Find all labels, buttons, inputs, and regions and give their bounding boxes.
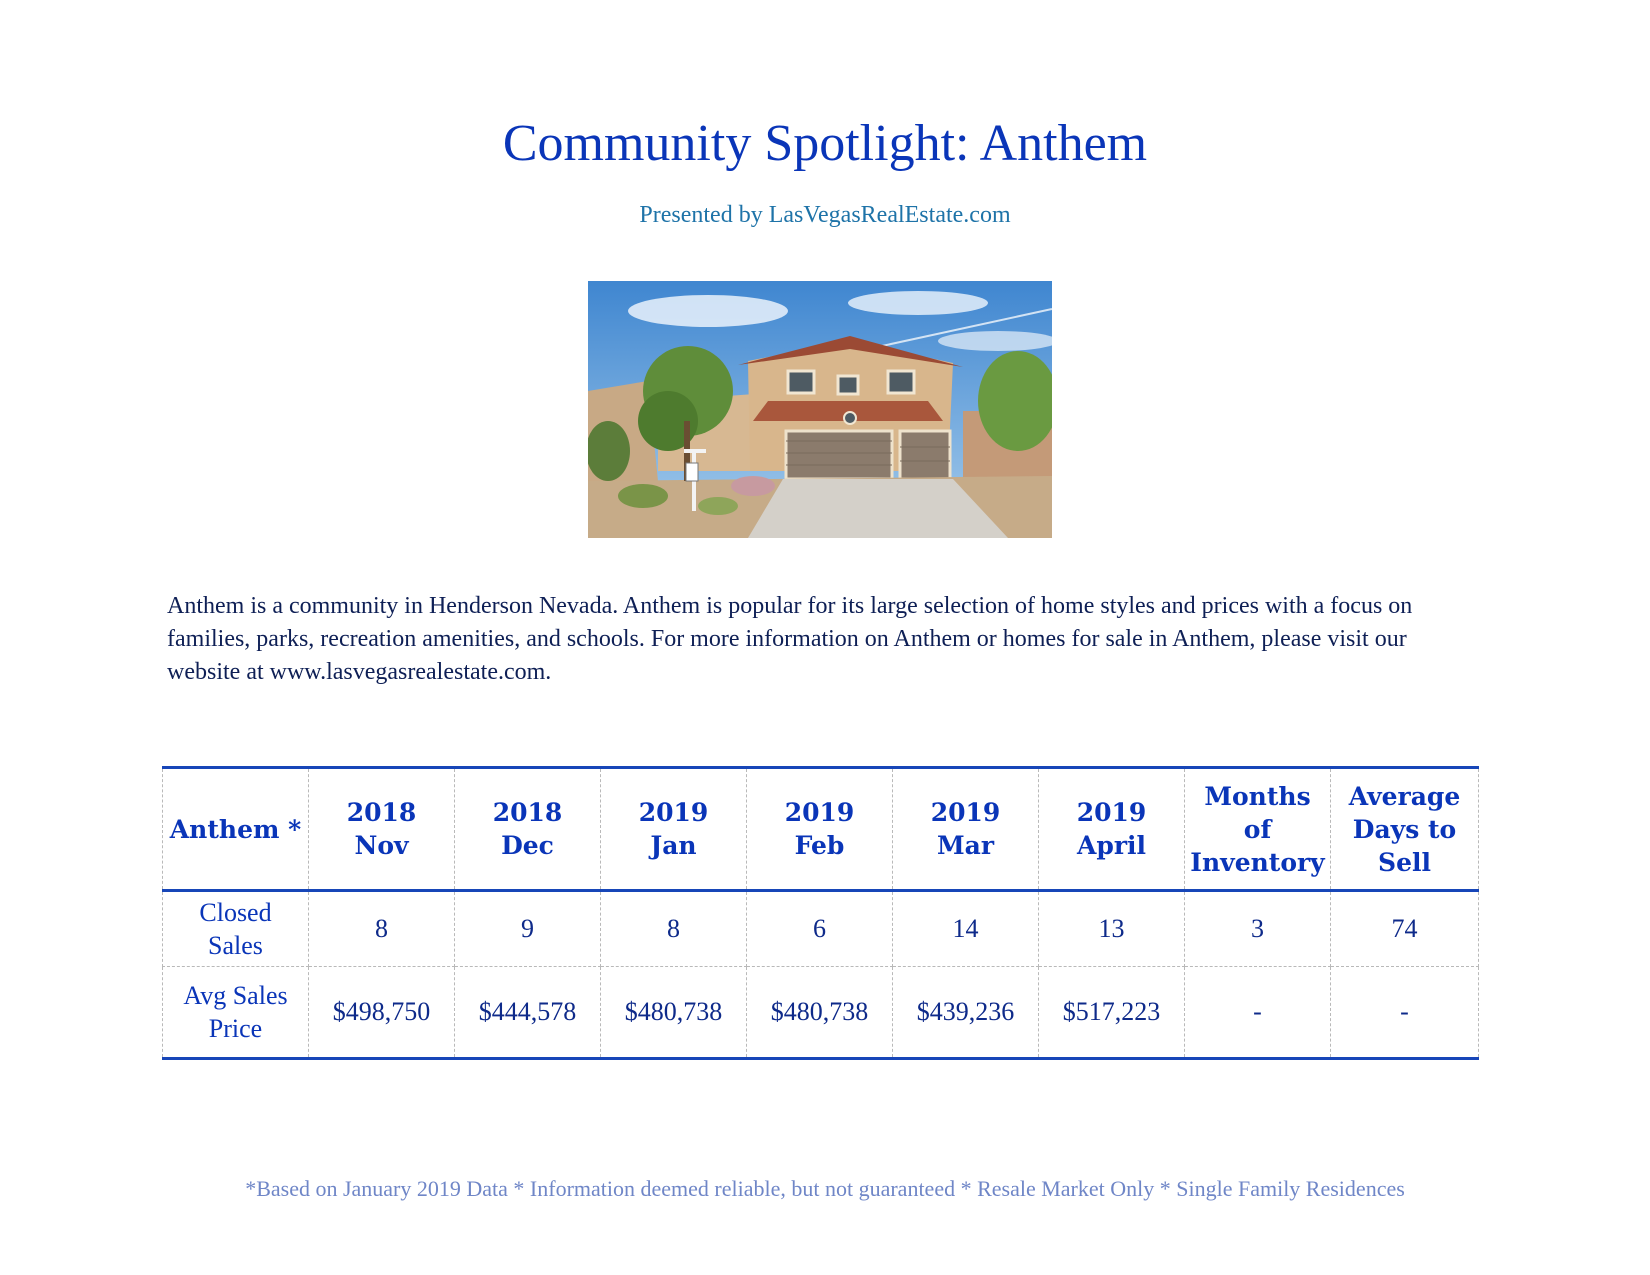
table-cell: $480,738 bbox=[747, 967, 893, 1059]
page-title: Community Spotlight: Anthem bbox=[502, 115, 1148, 172]
column-header bbox=[601, 768, 747, 891]
column-month: Dec bbox=[501, 831, 554, 860]
table-cell: 6 bbox=[747, 891, 893, 967]
table-cell: 74 bbox=[1331, 891, 1479, 967]
column-header bbox=[747, 768, 893, 891]
avg-days-header: Average Days to Sell bbox=[1331, 768, 1479, 891]
table-cell: - bbox=[1331, 967, 1479, 1059]
corner-header: Anthem * bbox=[163, 768, 309, 891]
table-cell: $439,236 bbox=[893, 967, 1039, 1059]
table-cell: 8 bbox=[309, 891, 455, 967]
row-label: Avg Sales Price bbox=[163, 967, 309, 1059]
row-label: Closed Sales bbox=[163, 891, 309, 967]
table-cell: $480,738 bbox=[601, 967, 747, 1059]
market-stats-table bbox=[162, 766, 1479, 1060]
column-month: Jan bbox=[650, 831, 697, 860]
column-year: 2019 bbox=[784, 798, 855, 827]
table-header-row bbox=[163, 768, 1479, 891]
table-row bbox=[163, 891, 1479, 967]
column-header bbox=[309, 768, 455, 891]
column-year: 2019 bbox=[930, 798, 1001, 827]
table-cell: 13 bbox=[1039, 891, 1185, 967]
column-year: 2018 bbox=[492, 798, 563, 827]
table-cell: $498,750 bbox=[309, 967, 455, 1059]
months-inventory-header: Months of Inventory bbox=[1185, 768, 1331, 891]
house-photo bbox=[588, 281, 1052, 538]
table-cell: 9 bbox=[455, 891, 601, 967]
table-cell: 8 bbox=[601, 891, 747, 967]
column-year: 2018 bbox=[346, 798, 417, 827]
table-cell: 3 bbox=[1185, 891, 1331, 967]
column-month: April bbox=[1076, 831, 1147, 860]
column-month: Feb bbox=[794, 831, 845, 860]
column-header bbox=[455, 768, 601, 891]
column-month: Nov bbox=[354, 831, 409, 860]
intro-paragraph: Anthem is a community in Henderson Nevada. Anthem is popular for its large selection of home styles and prices with a focus on families, parks, recreation amenities, and schools. For more information on Anthem or homes for sale in Anthem, please visit our website at www.lasvegasrealestate.com. bbox=[167, 593, 1413, 685]
table-cell: - bbox=[1185, 967, 1331, 1059]
column-year: 2019 bbox=[638, 798, 709, 827]
table-row bbox=[163, 967, 1479, 1059]
disclaimer-footer: *Based on January 2019 Data * Information deemed reliable, but not guaranteed * Resale Market Only * Single Family Residences bbox=[245, 1176, 1405, 1201]
presented-by: Presented by LasVegasRealEstate.com bbox=[639, 202, 1011, 228]
table-cell: $444,578 bbox=[455, 967, 601, 1059]
column-month: Mar bbox=[936, 831, 995, 860]
column-header bbox=[1039, 768, 1185, 891]
column-header bbox=[893, 768, 1039, 891]
table-cell: 14 bbox=[893, 891, 1039, 967]
table-cell: $517,223 bbox=[1039, 967, 1185, 1059]
column-year: 2019 bbox=[1076, 798, 1147, 827]
